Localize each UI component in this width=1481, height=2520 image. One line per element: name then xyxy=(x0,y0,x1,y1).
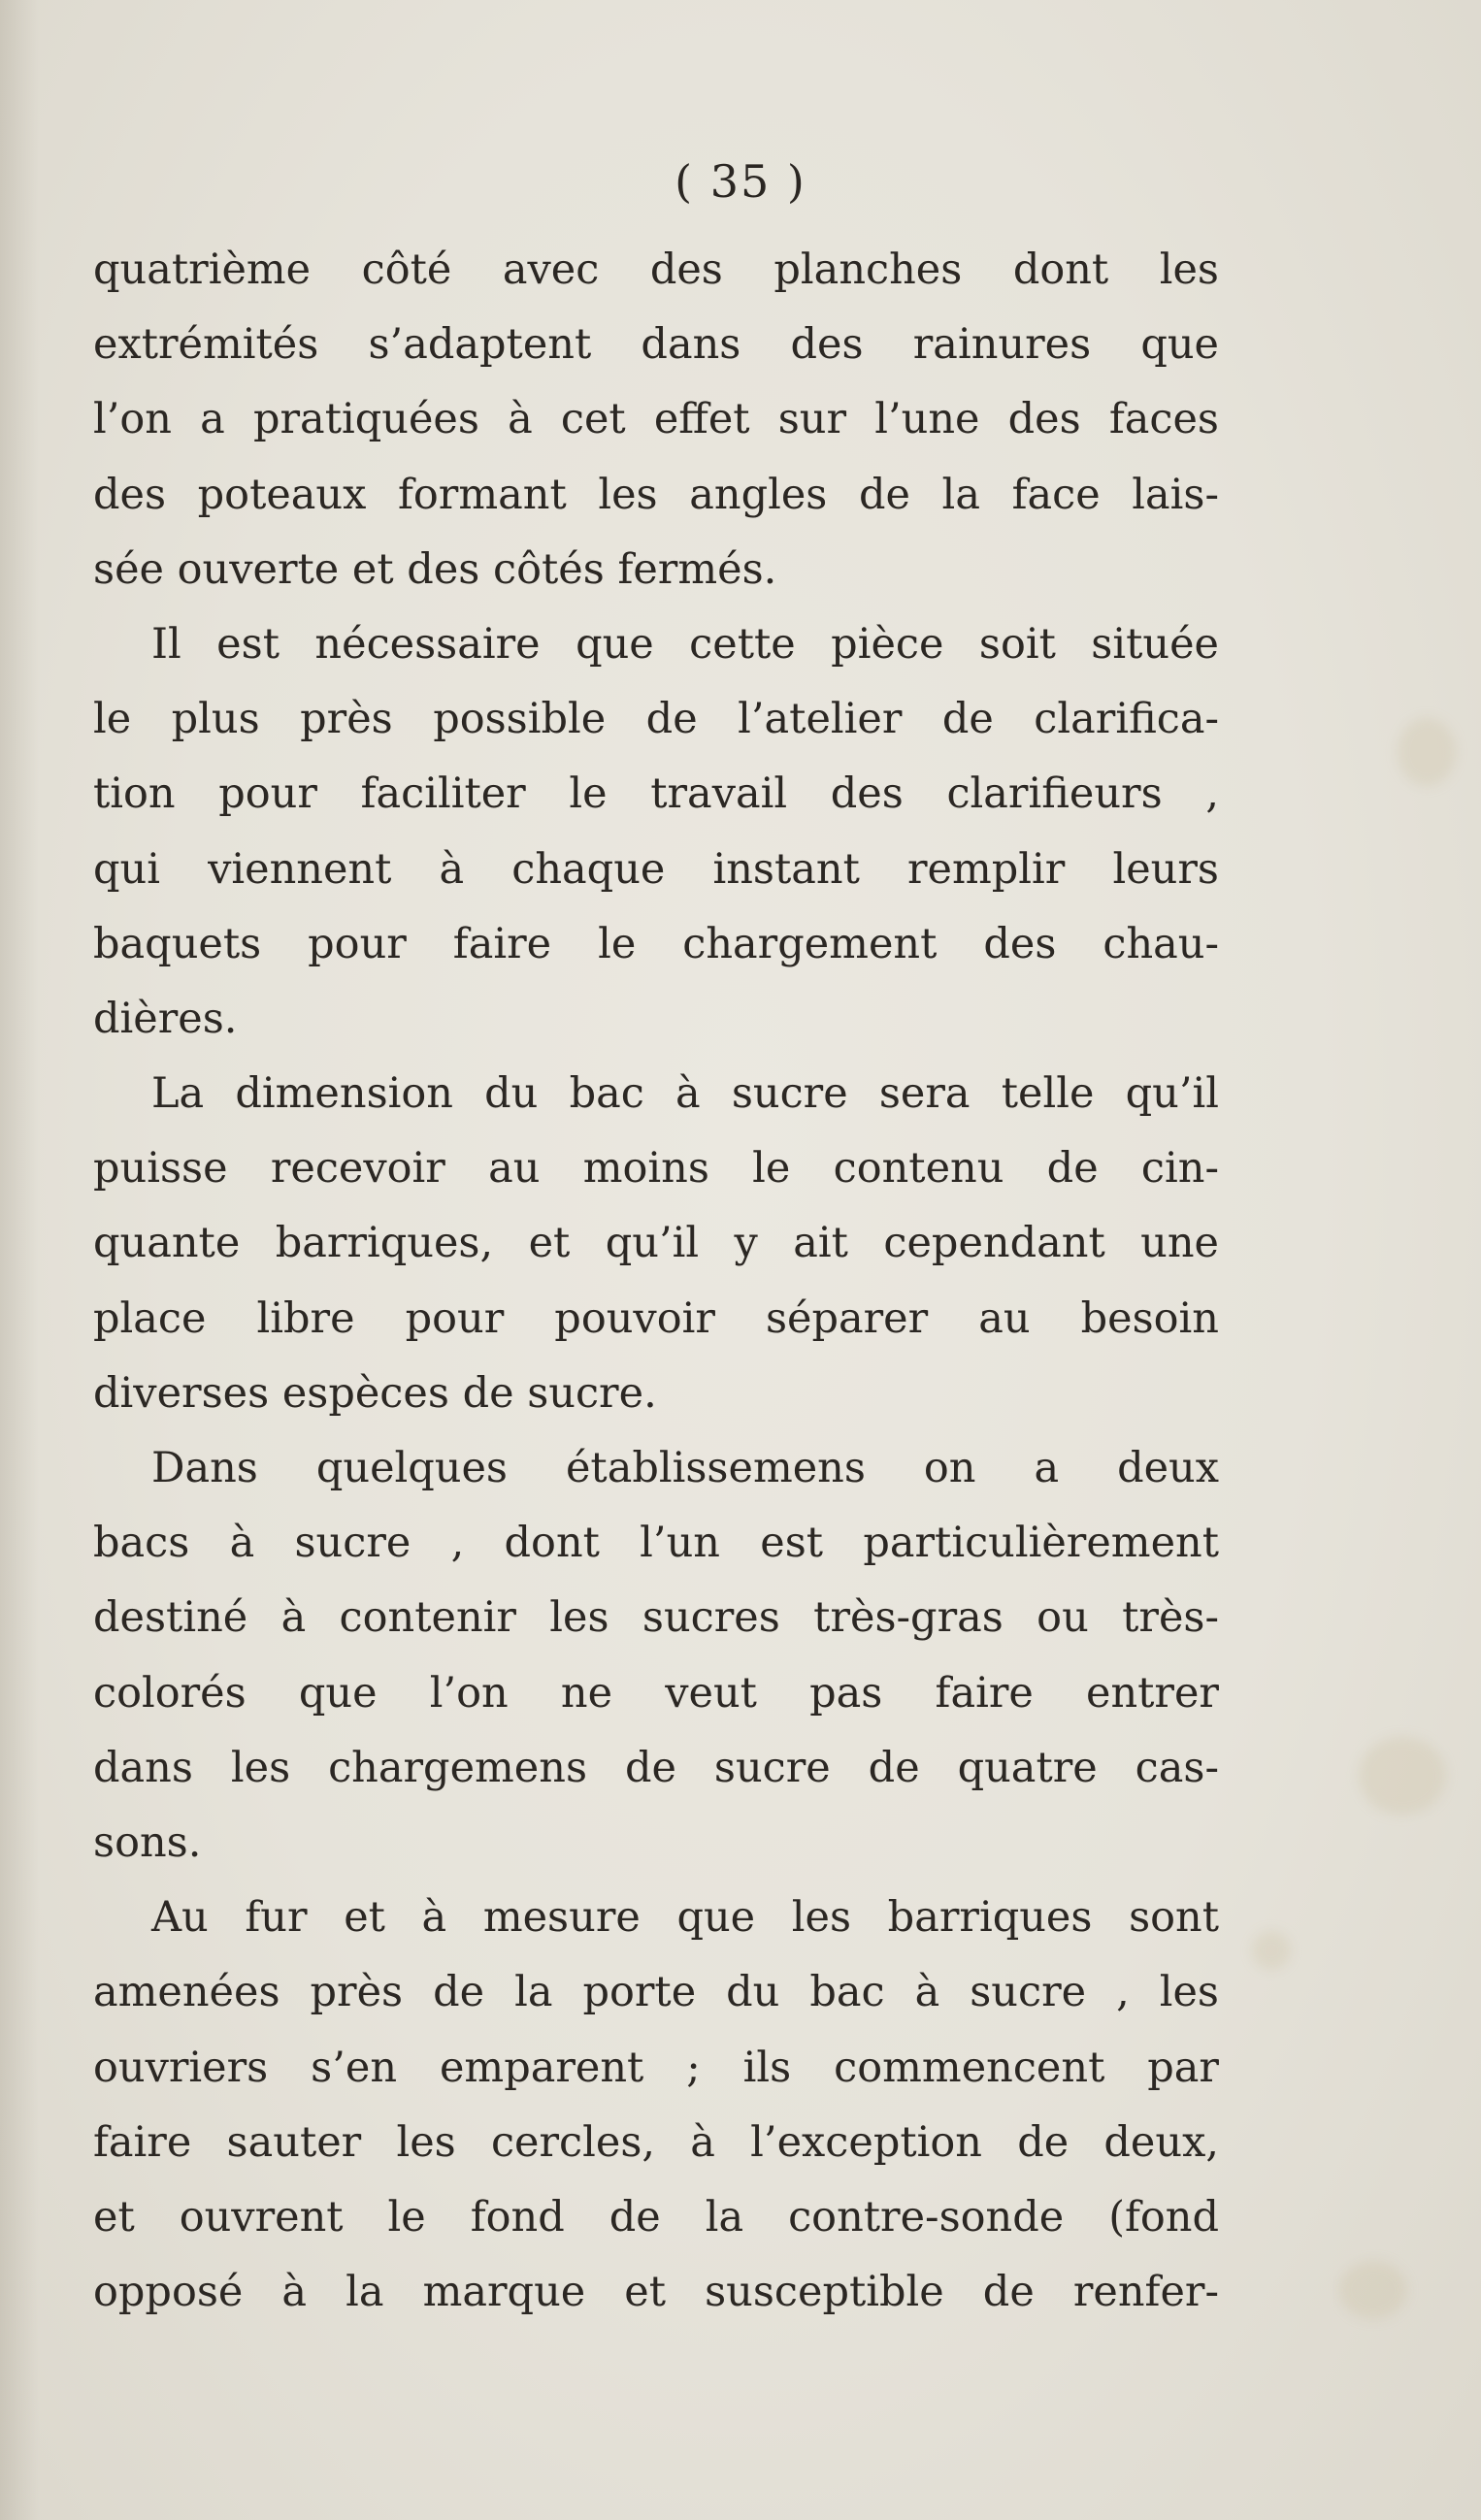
text-line: le plus près possible de l’atelier de clarifica- xyxy=(93,695,1219,744)
paragraph xyxy=(93,233,1219,607)
text-line: destiné à contenir les sucres très-gras ou très- xyxy=(93,1593,1219,1643)
text-line: qui viennent à chaque instant remplir leurs xyxy=(93,844,1219,894)
text-line: dières. xyxy=(93,994,238,1043)
paragraph xyxy=(93,1881,1219,2330)
text-line: opposé à la marque et susceptible de renfer- xyxy=(93,2268,1219,2317)
foxing-spot xyxy=(1252,1931,1291,1970)
text-line: La dimension du bac à sucre sera telle qu’il xyxy=(151,1069,1219,1119)
paragraph xyxy=(93,607,1219,1057)
body-text xyxy=(93,233,1219,2330)
text-line: puisse recevoir au moins le contenu de cin- xyxy=(93,1144,1219,1194)
foxing-spot xyxy=(1339,2261,1407,2319)
text-line: dans les chargemens de sucre de quatre cas- xyxy=(93,1743,1219,1792)
text-line: colorés que l’on ne veut pas faire entrer xyxy=(93,1668,1219,1718)
text-line: sons. xyxy=(93,1817,202,1867)
paragraph xyxy=(93,1057,1219,1431)
paragraph xyxy=(93,1431,1219,1881)
text-line: bacs à sucre , dont l’un est particulièrement xyxy=(93,1519,1219,1568)
text-line: Au fur et à mesure que les barriques sont xyxy=(151,1893,1219,1943)
text-line: extrémités s’adaptent dans des rainures que xyxy=(93,320,1219,370)
page-gutter-shadow xyxy=(0,0,39,2520)
text-line: tion pour faciliter le travail des clarifieurs , xyxy=(93,769,1219,819)
text-line: Dans quelques établissemens on a deux xyxy=(151,1444,1219,1492)
text-line: quante barriques, et qu’il y ait cependant une xyxy=(93,1219,1219,1268)
foxing-spot xyxy=(1398,718,1456,786)
text-line: faire sauter les cercles, à l’exception de deux, xyxy=(93,2117,1219,2167)
text-line: des poteaux formant les angles de la face lais- xyxy=(93,470,1219,519)
text-line: l’on a pratiquées à cet effet sur l’une des faces xyxy=(93,395,1219,444)
text-line: diverses espèces de sucre. xyxy=(93,1368,657,1418)
text-line: place libre pour pouvoir séparer au besoin xyxy=(93,1293,1219,1343)
text-line: baquets pour faire le chargement des chau- xyxy=(93,919,1219,968)
page-number: ( 35 ) xyxy=(675,155,806,208)
text-line: quatrième côté avec des planches dont les xyxy=(93,245,1219,294)
text-line: sée ouverte et des côtés fermés. xyxy=(93,544,777,594)
foxing-spot xyxy=(1359,1737,1446,1815)
text-line: ouvriers s’en emparent ; ils commencent par xyxy=(93,2043,1219,2092)
text-line: Il est nécessaire que cette pièce soit située xyxy=(151,619,1219,669)
text-line: et ouvrent le fond de la contre-sonde (fond xyxy=(93,2192,1219,2242)
text-line: amenées près de la porte du bac à sucre , les xyxy=(93,1968,1219,2017)
